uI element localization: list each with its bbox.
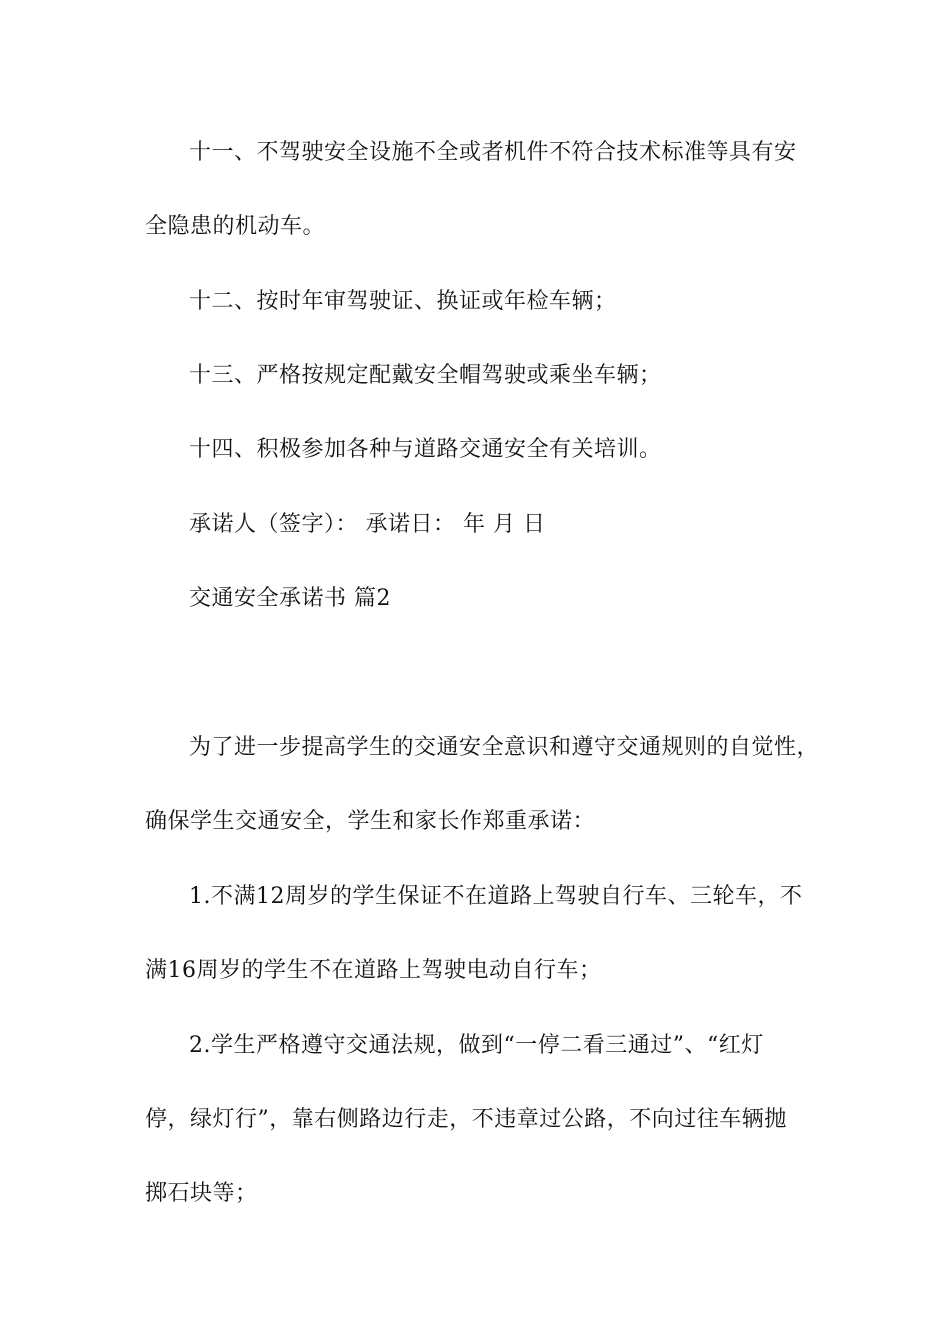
paragraph-line: 全隐患的机动车。 — [145, 214, 326, 239]
paragraph-line: 为了进一步提高学生的交通安全意识和遵守交通规则的自觉性， — [189, 735, 820, 760]
list-item-line: 2.学生严格遵守交通法规，做到“一停二看三通过”、“红灯 — [189, 1033, 764, 1058]
paragraph-line: 确保学生交通安全，学生和家长作郑重承诺： — [145, 809, 596, 834]
paragraph-line: 十三、严格按规定配戴安全帽驾驶或乘坐车辆； — [189, 363, 662, 388]
paragraph-line: 十一、不驾驶安全设施不全或者机件不符合技术标准等具有安 — [189, 140, 797, 165]
list-item-line: 1.不满12周岁的学生保证不在道路上驾驶自行车、三轮车，不 — [189, 884, 803, 909]
section-heading: 交通安全承诺书 篇2 — [189, 586, 391, 611]
paragraph-line: 十二、按时年审驾驶证、换证或年检车辆； — [189, 289, 617, 314]
paragraph-line: 十四、积极参加各种与道路交通安全有关培训。 — [189, 437, 662, 462]
list-item-line: 掷石块等； — [145, 1181, 258, 1206]
list-item-line: 停，绿灯行”，靠右侧路边行走，不违章过公路，不向过往车辆抛 — [145, 1107, 787, 1132]
list-item-line: 满16周岁的学生不在道路上驾驶电动自行车； — [145, 958, 602, 983]
signature-line: 承诺人（签字）： 承诺日： 年 月 日 — [189, 512, 546, 537]
